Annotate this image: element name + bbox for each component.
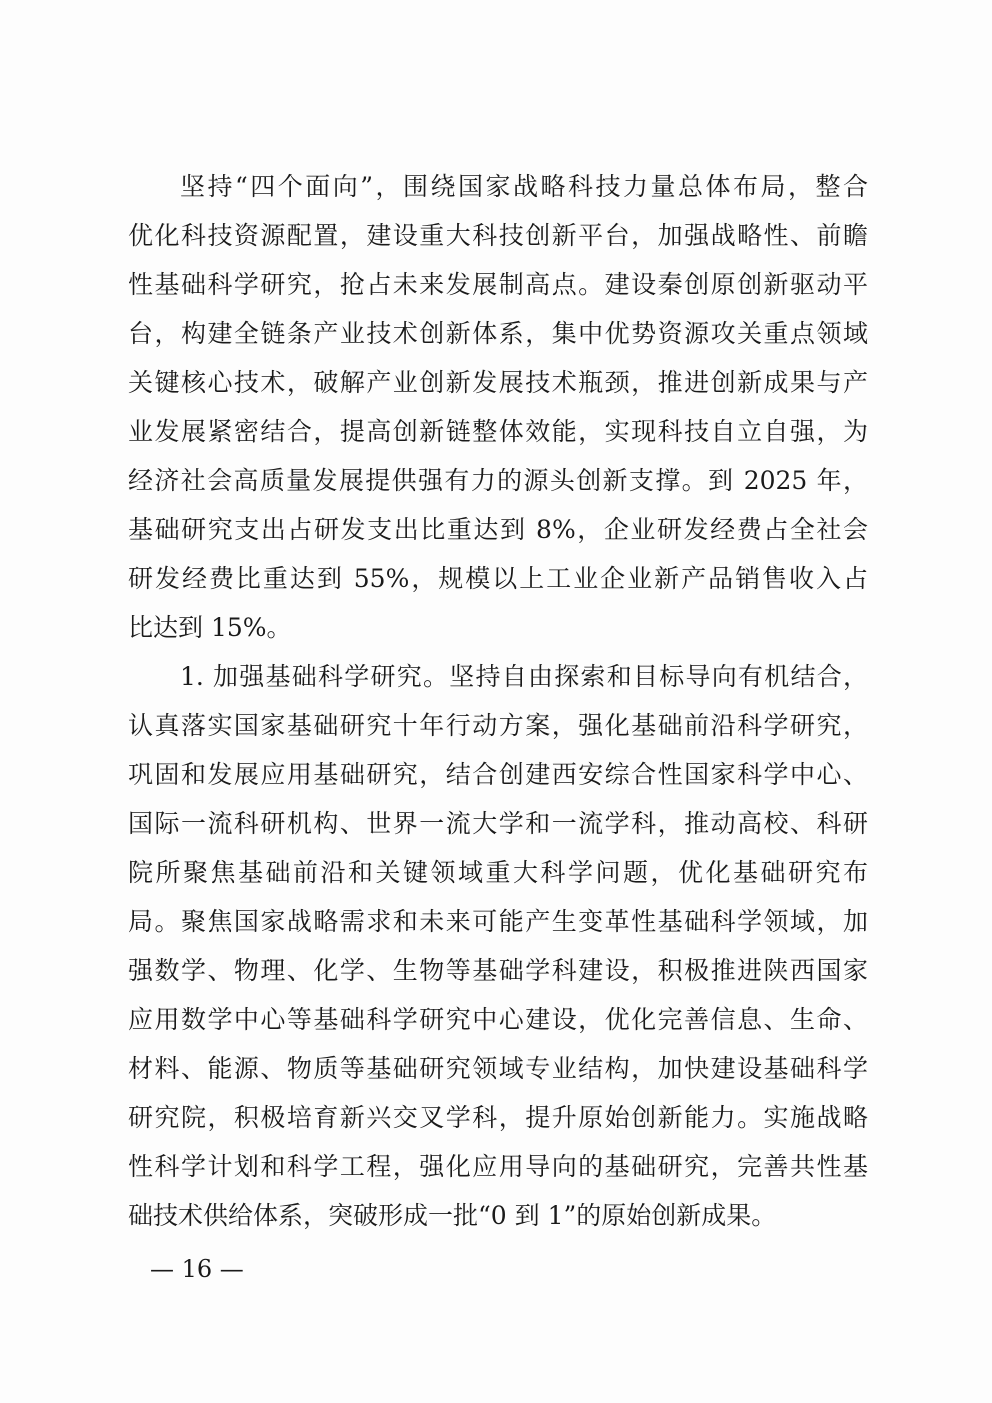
text-line: 比达到 15%。 [128, 613, 292, 642]
text-line: 基础研究支出占研发支出比重达到 8%，企业研发经费占全社会 [128, 515, 868, 544]
text-line: 局。聚焦国家战略需求和未来可能产生变革性基础科学领域，加 [128, 907, 868, 936]
text-line: 国际一流科研机构、世界一流大学和一流学科，推动高校、科研 [128, 809, 868, 838]
text-line: 1. 加强基础科学研究。坚持自由探索和目标导向有机结合， [180, 662, 868, 691]
text-line: 经济社会高质量发展提供强有力的源头创新支撑。到 2025 年， [128, 466, 868, 495]
text-line: 院所聚焦基础前沿和关键领域重大科学问题，优化基础研究布 [128, 858, 868, 887]
body-text [128, 162, 868, 1240]
text-line: 认真落实国家基础研究十年行动方案，强化基础前沿科学研究， [128, 711, 868, 740]
text-line: 业发展紧密结合，提高创新链整体效能，实现科技自立自强，为 [128, 417, 868, 446]
text-line: 性基础科学研究，抢占未来发展制高点。建设秦创原创新驱动平 [128, 270, 868, 299]
text-line: 台，构建全链条产业技术创新体系，集中优势资源攻关重点领域 [128, 319, 868, 348]
paragraph-1 [128, 162, 868, 652]
text-line: 研发经费比重达到 55%，规模以上工业企业新产品销售收入占 [128, 564, 868, 593]
text-line: 强数学、物理、化学、生物等基础学科建设，积极推进陕西国家 [128, 956, 868, 985]
paragraph-2 [128, 652, 868, 1240]
text-line: 优化科技资源配置，建设重大科技创新平台，加强战略性、前瞻 [128, 221, 868, 250]
text-line: 材料、能源、物质等基础研究领域专业结构，加快建设基础科学 [128, 1054, 868, 1083]
page-number: — 16 — [150, 1255, 244, 1283]
text-line: 关键核心技术，破解产业创新发展技术瓶颈，推进创新成果与产 [128, 368, 868, 397]
text-line: 研究院，积极培育新兴交叉学科，提升原始创新能力。实施战略 [128, 1103, 868, 1132]
text-line: 性科学计划和科学工程，强化应用导向的基础研究，完善共性基 [128, 1152, 868, 1181]
text-line: 应用数学中心等基础科学研究中心建设，优化完善信息、生命、 [128, 1005, 868, 1034]
text-line: 础技术供给体系，突破形成一批“0 到 1”的原始创新成果。 [128, 1201, 777, 1230]
text-line: 巩固和发展应用基础研究，结合创建西安综合性国家科学中心、 [128, 760, 868, 789]
text-line: 坚持“四个面向”，围绕国家战略科技力量总体布局，整合 [180, 172, 868, 201]
